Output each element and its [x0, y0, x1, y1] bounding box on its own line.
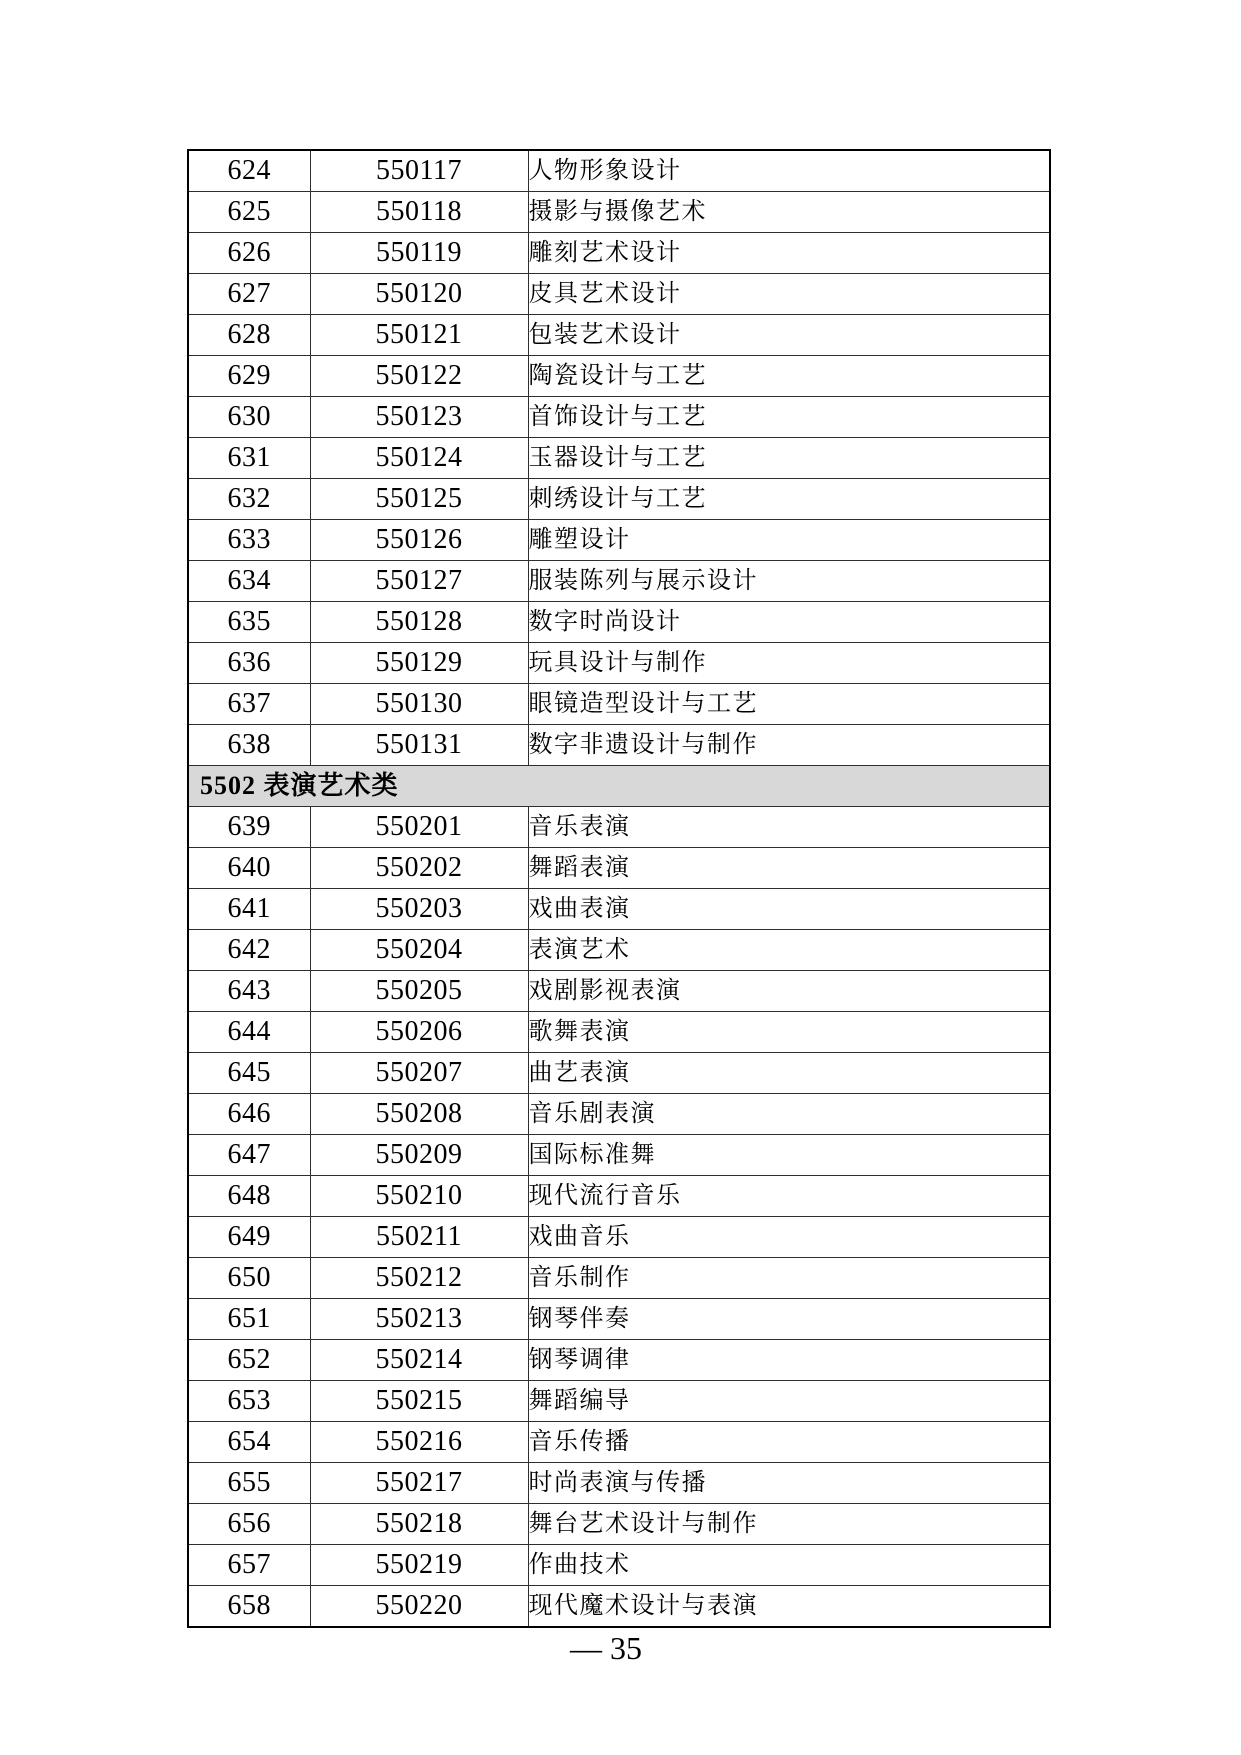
code-cell: 550124 [310, 438, 528, 479]
code-cell: 550217 [310, 1463, 528, 1504]
code-cell: 550201 [310, 807, 528, 848]
seq-cell: 637 [188, 684, 310, 725]
major-name-cell: 国际标准舞 [528, 1135, 1050, 1176]
code-cell: 550117 [310, 150, 528, 192]
code-cell: 550129 [310, 643, 528, 684]
major-name-cell: 歌舞表演 [528, 1012, 1050, 1053]
seq-cell: 628 [188, 315, 310, 356]
table-row [188, 1299, 1050, 1340]
seq-cell: 652 [188, 1340, 310, 1381]
section-header-label: 5502 表演艺术类 [188, 766, 1050, 807]
code-cell: 550213 [310, 1299, 528, 1340]
code-cell: 550215 [310, 1381, 528, 1422]
major-name-cell: 音乐剧表演 [528, 1094, 1050, 1135]
major-name-cell: 玩具设计与制作 [528, 643, 1050, 684]
code-cell: 550210 [310, 1176, 528, 1217]
table-row [188, 233, 1050, 274]
table-row [188, 602, 1050, 643]
seq-cell: 640 [188, 848, 310, 889]
table-row [188, 848, 1050, 889]
major-name-cell: 曲艺表演 [528, 1053, 1050, 1094]
table-row [188, 192, 1050, 233]
seq-cell: 657 [188, 1545, 310, 1586]
seq-cell: 656 [188, 1504, 310, 1545]
major-name-cell: 戏剧影视表演 [528, 971, 1050, 1012]
table-row [188, 315, 1050, 356]
major-name-cell: 音乐表演 [528, 807, 1050, 848]
seq-cell: 638 [188, 725, 310, 766]
major-name-cell: 雕塑设计 [528, 520, 1050, 561]
major-name-cell: 摄影与摄像艺术 [528, 192, 1050, 233]
table-row [188, 561, 1050, 602]
code-cell: 550131 [310, 725, 528, 766]
major-code-table [187, 149, 1051, 1628]
major-name-cell: 现代魔术设计与表演 [528, 1586, 1050, 1628]
table-row [188, 643, 1050, 684]
major-name-cell: 作曲技术 [528, 1545, 1050, 1586]
code-cell: 550118 [310, 192, 528, 233]
code-cell: 550122 [310, 356, 528, 397]
table-row [188, 1217, 1050, 1258]
table-row [188, 274, 1050, 315]
table-row [188, 807, 1050, 848]
code-cell: 550119 [310, 233, 528, 274]
major-name-cell: 皮具艺术设计 [528, 274, 1050, 315]
seq-cell: 650 [188, 1258, 310, 1299]
seq-cell: 651 [188, 1299, 310, 1340]
major-name-cell: 陶瓷设计与工艺 [528, 356, 1050, 397]
major-name-cell: 雕刻艺术设计 [528, 233, 1050, 274]
code-cell: 550206 [310, 1012, 528, 1053]
seq-cell: 636 [188, 643, 310, 684]
major-name-cell: 舞台艺术设计与制作 [528, 1504, 1050, 1545]
seq-cell: 645 [188, 1053, 310, 1094]
seq-cell: 658 [188, 1586, 310, 1628]
major-name-cell: 戏曲音乐 [528, 1217, 1050, 1258]
seq-cell: 644 [188, 1012, 310, 1053]
major-name-cell: 数字非遗设计与制作 [528, 725, 1050, 766]
table-row [188, 438, 1050, 479]
section-header-row [188, 766, 1050, 807]
code-cell: 550126 [310, 520, 528, 561]
seq-cell: 629 [188, 356, 310, 397]
table-row [188, 1094, 1050, 1135]
major-name-cell: 时尚表演与传播 [528, 1463, 1050, 1504]
table-row [188, 1381, 1050, 1422]
table-row [188, 930, 1050, 971]
major-name-cell: 刺绣设计与工艺 [528, 479, 1050, 520]
code-cell: 550219 [310, 1545, 528, 1586]
code-cell: 550208 [310, 1094, 528, 1135]
seq-cell: 642 [188, 930, 310, 971]
seq-cell: 626 [188, 233, 310, 274]
code-cell: 550220 [310, 1586, 528, 1628]
seq-cell: 648 [188, 1176, 310, 1217]
seq-cell: 632 [188, 479, 310, 520]
code-cell: 550212 [310, 1258, 528, 1299]
major-name-cell: 戏曲表演 [528, 889, 1050, 930]
code-cell: 550216 [310, 1422, 528, 1463]
seq-cell: 630 [188, 397, 310, 438]
code-cell: 550123 [310, 397, 528, 438]
seq-cell: 633 [188, 520, 310, 561]
table-row [188, 889, 1050, 930]
table-row [188, 1422, 1050, 1463]
major-name-cell: 数字时尚设计 [528, 602, 1050, 643]
major-name-cell: 包装艺术设计 [528, 315, 1050, 356]
seq-cell: 654 [188, 1422, 310, 1463]
major-name-cell: 首饰设计与工艺 [528, 397, 1050, 438]
major-name-cell: 服装陈列与展示设计 [528, 561, 1050, 602]
seq-cell: 627 [188, 274, 310, 315]
code-cell: 550218 [310, 1504, 528, 1545]
seq-cell: 643 [188, 971, 310, 1012]
seq-cell: 625 [188, 192, 310, 233]
code-cell: 550128 [310, 602, 528, 643]
seq-cell: 647 [188, 1135, 310, 1176]
code-cell: 550130 [310, 684, 528, 725]
major-name-cell: 舞蹈表演 [528, 848, 1050, 889]
seq-cell: 631 [188, 438, 310, 479]
seq-cell: 635 [188, 602, 310, 643]
seq-cell: 639 [188, 807, 310, 848]
page-number: — 35 [570, 1630, 642, 1666]
table-row [188, 1053, 1050, 1094]
code-cell: 550209 [310, 1135, 528, 1176]
major-name-cell: 表演艺术 [528, 930, 1050, 971]
table-row [188, 150, 1050, 192]
seq-cell: 624 [188, 150, 310, 192]
seq-cell: 653 [188, 1381, 310, 1422]
table-row [188, 520, 1050, 561]
code-cell: 550214 [310, 1340, 528, 1381]
table-row [188, 397, 1050, 438]
table-row [188, 1012, 1050, 1053]
code-cell: 550127 [310, 561, 528, 602]
seq-cell: 641 [188, 889, 310, 930]
table-row [188, 971, 1050, 1012]
table-row [188, 479, 1050, 520]
code-cell: 550205 [310, 971, 528, 1012]
code-cell: 550211 [310, 1217, 528, 1258]
major-name-cell: 舞蹈编导 [528, 1381, 1050, 1422]
table-row [188, 1258, 1050, 1299]
code-cell: 550125 [310, 479, 528, 520]
table-row [188, 1545, 1050, 1586]
seq-cell: 634 [188, 561, 310, 602]
major-name-cell: 钢琴调律 [528, 1340, 1050, 1381]
table-row [188, 1340, 1050, 1381]
major-name-cell: 音乐制作 [528, 1258, 1050, 1299]
major-name-cell: 玉器设计与工艺 [528, 438, 1050, 479]
major-name-cell: 现代流行音乐 [528, 1176, 1050, 1217]
code-cell: 550202 [310, 848, 528, 889]
seq-cell: 646 [188, 1094, 310, 1135]
table-row [188, 684, 1050, 725]
seq-cell: 649 [188, 1217, 310, 1258]
code-cell: 550120 [310, 274, 528, 315]
table-row [188, 1176, 1050, 1217]
table-row [188, 1586, 1050, 1628]
code-cell: 550204 [310, 930, 528, 971]
table-row [188, 1504, 1050, 1545]
table-row [188, 1463, 1050, 1504]
major-name-cell: 眼镜造型设计与工艺 [528, 684, 1050, 725]
major-name-cell: 钢琴伴奏 [528, 1299, 1050, 1340]
major-name-cell: 人物形象设计 [528, 150, 1050, 192]
table-row [188, 356, 1050, 397]
code-cell: 550121 [310, 315, 528, 356]
code-cell: 550207 [310, 1053, 528, 1094]
seq-cell: 655 [188, 1463, 310, 1504]
code-cell: 550203 [310, 889, 528, 930]
table-row [188, 1135, 1050, 1176]
table-row [188, 725, 1050, 766]
major-name-cell: 音乐传播 [528, 1422, 1050, 1463]
